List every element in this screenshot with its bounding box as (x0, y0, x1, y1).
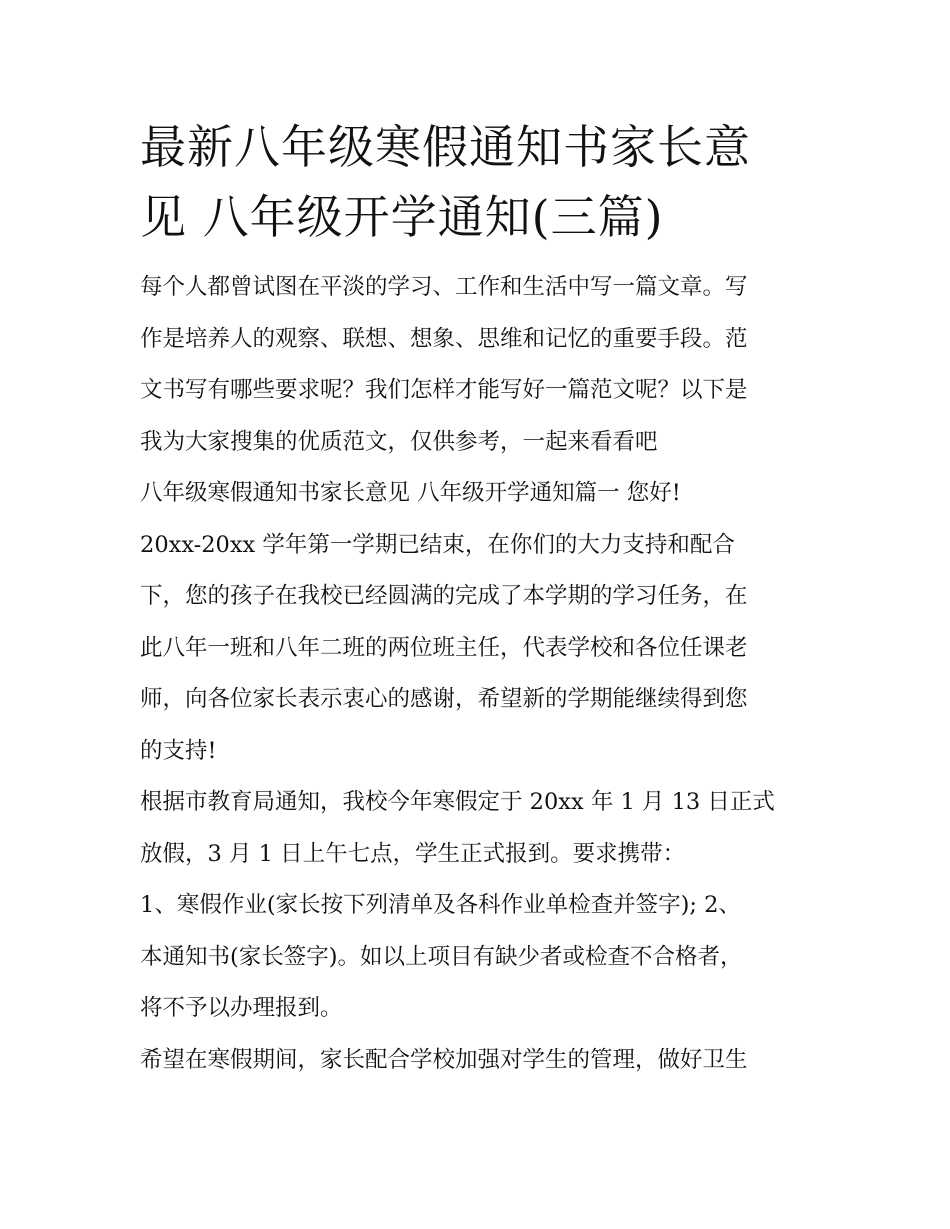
text-line: 八年级寒假通知书家长意见 八年级开学通知篇一 您好! (140, 480, 681, 506)
paragraph-2 (140, 777, 815, 880)
text-line: 希望在寒假期间，家长配合学校加强对学生的管理，做好卫生 (140, 1046, 748, 1073)
text-line: 20xx-20xx 学年第一学期已结束，在你们的大力支持和配合 (140, 531, 735, 558)
text-line: 师，向各位家长表示衷心的感谢，希望新的学期能继续得到您 (140, 686, 748, 712)
paragraph-3 (140, 880, 815, 1035)
text-line: 作是培养人的观察、联想、想象、思维和记忆的重要手段。范 (140, 325, 748, 352)
text-line: 1、寒假作业(家长按下列清单及各科作业单检查并签字); 2、 (140, 892, 741, 918)
section-heading (140, 468, 815, 520)
paragraph-4 (140, 1035, 815, 1087)
text-line: 本通知书(家长签字)。如以上项目有缺少者或检查不合格者， (140, 943, 743, 970)
document-page (140, 112, 815, 1086)
text-line: 文书写有哪些要求呢？我们怎样才能写好一篇范文呢？以下是 (140, 377, 748, 403)
document-title (140, 112, 815, 252)
text-line: 下，您的孩子在我校已经圆满的完成了本学期的学习任务，在 (140, 583, 748, 609)
title-line: 最新八年级寒假通知书家长意 (140, 120, 751, 174)
text-line: 我为大家搜集的优质范文，仅供参考，一起来看看吧 (140, 428, 658, 455)
paragraph-1 (140, 520, 815, 778)
text-line: 根据市教育局通知，我校今年寒假定于 20xx 年 1 月 13 日正式 (140, 789, 775, 815)
title-line: 见 八年级开学通知(三篇) (140, 190, 664, 244)
text-line: 的支持! (140, 737, 217, 764)
intro-paragraph (140, 262, 815, 468)
text-line: 将不予以办理报到。 (140, 995, 343, 1021)
text-line: 每个人都曾试图在平淡的学习、工作和生活中写一篇文章。写 (140, 274, 748, 300)
text-line: 此八年一班和八年二班的两位班主任，代表学校和各位任课老 (140, 634, 748, 661)
text-line: 放假，3 月 1 日上午七点，学生正式报到。要求携带： (140, 840, 686, 867)
